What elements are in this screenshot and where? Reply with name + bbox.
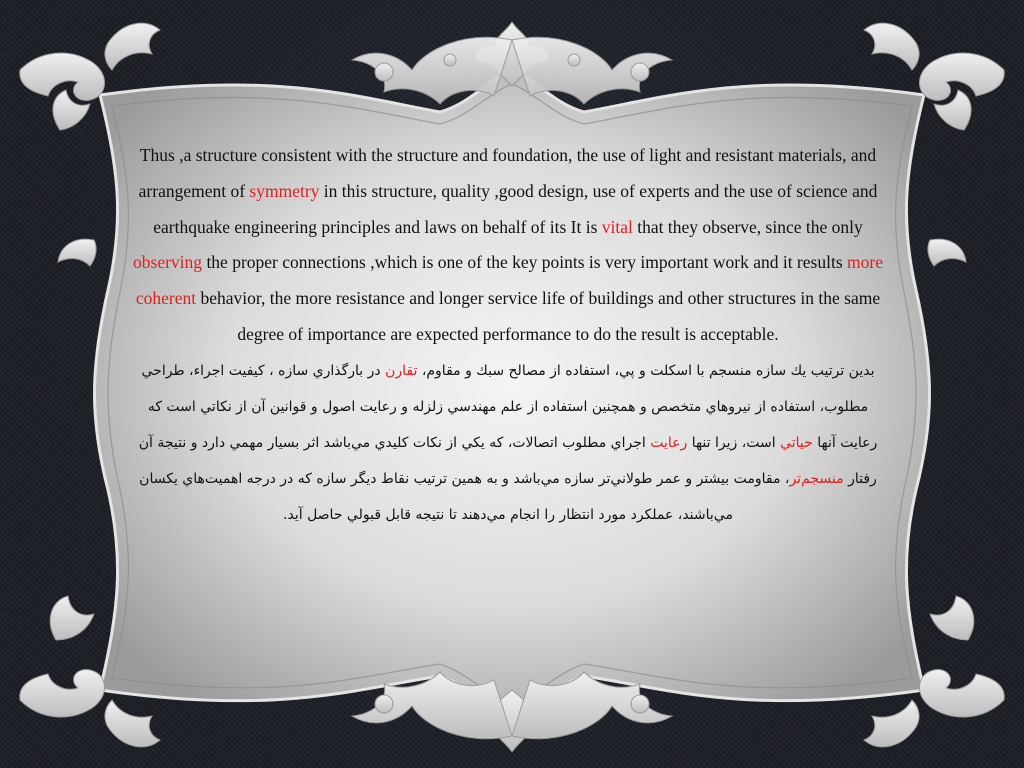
highlight-monsajemtar: منسجم‌تر [789, 470, 844, 487]
highlight-symmetry: symmetry [249, 180, 320, 201]
highlight-vital: vital [601, 216, 633, 237]
english-text: Thus ,a structure consistent with the structure and foundation, the use of light and resistant materials, and arrangement of [138, 145, 877, 201]
highlight-tagharon: تقارن [385, 362, 418, 379]
persian-text: ، مقاومت بيشتر و عمر طولاني‌تر سازه مي‌باشد و به همين ترتيب نقاط ديگر سازه كه در درجه اهميت‌هاي يكسان مي‌باشند، عملكرد مورد انتظار را انجام مي‌دهند تا نتيجه قابل قبولي حاصل آيد. [139, 470, 790, 523]
persian-text: در بارگذاري سازه ، كيفيت اجراء، طراحي مطلوب، استفاده از نيروهاي متخصص و همچنين استفاده از علم مهندسي زلزله و رعايت اصول و قوانين آن از نكاتي است كه رعايت آنها [141, 362, 878, 451]
persian-text: اجراي مطلوب اتصالات، كه يكي از نكات كليدي مي‌باشد اثر بسيار مهمي دارد و نتيجة آن رفتار [138, 434, 877, 487]
english-text: behavior, the more resistance and longer service life of buildings and other structures in the same degree of importance are expected performance to do the result is acceptable. [196, 288, 881, 344]
highlight-hayati: حياتي [780, 434, 813, 451]
persian-text: است، زيرا تنها [687, 434, 781, 451]
english-paragraph [128, 138, 888, 353]
persian-text: بدين ترتيب يك سازه منسجم با اسكلت و پي، استفاده از مصالح سبك و مقاوم، [417, 362, 875, 379]
english-text: the proper connections ,which is one of the key points is very important work and it results [202, 252, 847, 273]
persian-paragraph [128, 353, 888, 533]
highlight-more-coherent: more coherent [135, 252, 883, 309]
highlight-reayat: رعايت [650, 434, 688, 451]
highlight-observing: observing [133, 252, 203, 273]
slide-content [128, 138, 888, 533]
english-text: in this structure, quality ,good design, use of experts and the use of science and earthquake engineering principles and laws on behalf of its It is [153, 180, 878, 237]
english-text: that they observe, since the only [632, 216, 863, 237]
